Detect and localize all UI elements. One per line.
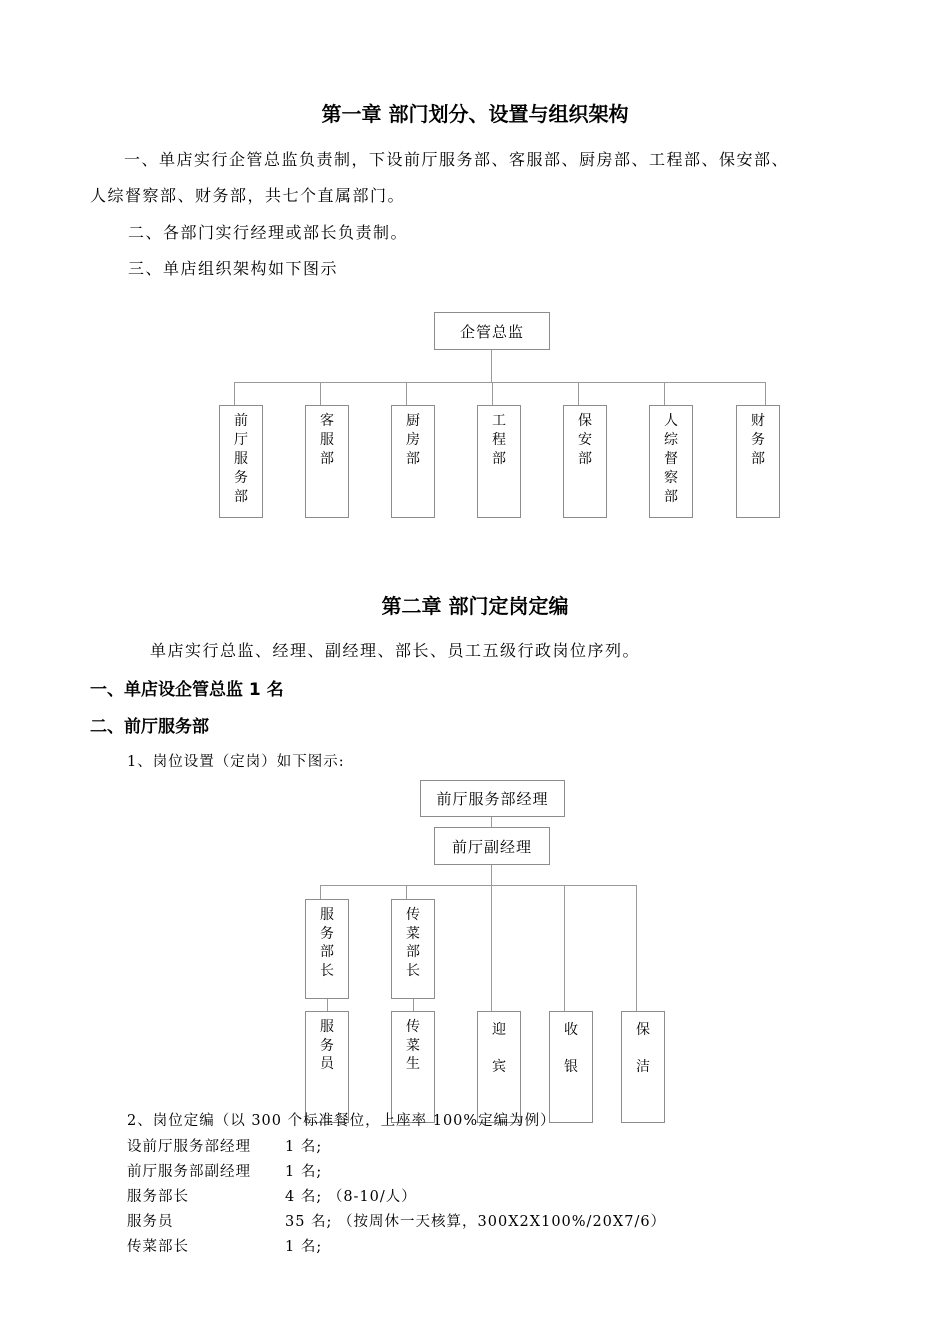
staffing-role-5: 传菜部长 [127, 1239, 189, 1255]
staffing-count-2: 1 名; [285, 1164, 323, 1180]
staffing-count-4: 35 名; （按周休一天核算，300X2X100%/20X7/6） [285, 1214, 667, 1230]
org1-dept-customer-service: 客 服 部 [305, 405, 349, 518]
org2-cleaner: 保 洁 [621, 1011, 665, 1123]
chapter1-title: 第一章 部门划分、设置与组织架构 [321, 102, 629, 126]
org1-dept-engineering: 工 程 部 [477, 405, 521, 518]
org2-waiter: 服 务 员 [305, 1011, 349, 1123]
chapter2-item1: 1、岗位设置（定岗）如下图示: [127, 754, 345, 770]
chapter1-para1-line2: 人综督察部、财务部，共七个直属部门。 [90, 186, 406, 205]
staffing-count-3: 4 名; （8-10/人） [285, 1189, 417, 1205]
org1-dept-finance: 财 务 部 [736, 405, 780, 518]
org2-greeter: 迎 宾 [477, 1011, 521, 1123]
staffing-role-2: 前厅服务部副经理 [127, 1164, 251, 1180]
chapter1-para2: 二、各部门实行经理或部长负责制。 [128, 223, 409, 242]
staffing-count-1: 1 名; [285, 1139, 323, 1155]
staffing-count-5: 1 名; [285, 1239, 323, 1255]
org1-dept-security: 保 安 部 [563, 405, 607, 518]
staffing-role-3: 服务部长 [127, 1189, 189, 1205]
chapter2-title: 第二章 部门定岗定编 [381, 594, 569, 618]
org2-cashier: 收 银 [549, 1011, 593, 1123]
org1-dept-hr-supervision: 人 综 督 察 部 [649, 405, 693, 518]
chapter2-section2: 二、前厅服务部 [90, 717, 209, 737]
chapter2-item2: 2、岗位定编（以 300 个标准餐位，上座率 100%定编为例） [127, 1113, 556, 1129]
org1-top-label: 企管总监 [459, 322, 524, 341]
chapter2-intro: 单店实行总监、经理、副经理、部长、员工五级行政岗位序列。 [150, 641, 641, 660]
org1-top-box [434, 312, 550, 350]
org2-lead-serving: 传 菜 部 长 [391, 899, 435, 999]
org2-deputy-box [434, 827, 550, 865]
org1-dept-kitchen: 厨 房 部 [391, 405, 435, 518]
org1-dept-front-hall: 前 厅 服 务 部 [219, 405, 263, 518]
chapter2-section1: 一、单店设企管总监 1 名 [90, 680, 284, 700]
org2-manager-label: 前厅服务部经理 [436, 790, 549, 808]
org2-runner: 传 菜 生 [391, 1011, 435, 1123]
org2-lead-service: 服 务 部 长 [305, 899, 349, 999]
staffing-role-4: 服务员 [127, 1214, 174, 1230]
org2-manager-box [420, 780, 565, 817]
chapter1-para3: 三、单店组织架构如下图示 [128, 259, 339, 278]
staffing-role-1: 设前厅服务部经理 [127, 1139, 251, 1155]
chapter1-para1-line1: 一、单店实行企管总监负责制，下设前厅服务部、客服部、厨房部、工程部、保安部、 [124, 150, 790, 169]
org2-deputy-label: 前厅副经理 [451, 837, 532, 856]
